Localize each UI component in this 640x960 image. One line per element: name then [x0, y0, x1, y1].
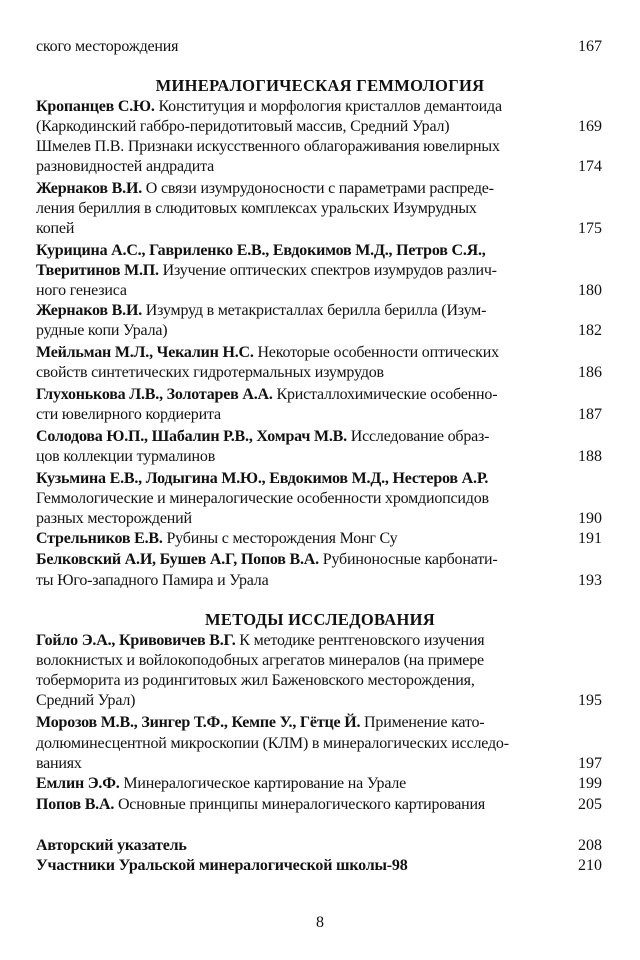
toc-entry-line	[36, 241, 486, 261]
toc-entry-line	[36, 199, 477, 219]
entry-page-number: 197	[578, 755, 602, 772]
entry-title-text: ты Юго-западного Памира и Урала	[36, 572, 269, 589]
toc-entry-line	[36, 651, 484, 671]
toc-entry-line	[36, 179, 494, 199]
entry-page-number: 190	[578, 510, 602, 527]
entry-title-text: тоберморита из родингитовых жил Баженовского месторождения,	[36, 672, 475, 689]
author-names: Жернаков В.И.	[36, 180, 142, 197]
entry-title-text: копей	[36, 220, 75, 237]
entry-title-text: Некоторые особенности оптических	[253, 344, 499, 361]
entry-title-text: разновидностей андрадита	[36, 158, 215, 175]
toc-entry-line	[36, 37, 178, 57]
entry-title-text: Конституция и морфология кристаллов демантоида	[154, 98, 502, 115]
entry-title-text: сти ювелирного кордиерита	[36, 406, 221, 423]
author-names: Попов В.А.	[36, 796, 115, 813]
author-names: Кузьмина Е.В., Лодыгина М.Ю., Евдокимов М.Д., Нестеров А.Р.	[36, 470, 489, 487]
entry-title-text: Шмелев П.В. Признаки искусственного облагораживания ювелирных	[36, 138, 500, 155]
toc-entry-line	[36, 774, 406, 794]
entry-title-text: К методике рентгеновского изучения	[235, 632, 485, 649]
toc-entry-line	[36, 713, 484, 733]
entry-title-text: цов коллекции турмалинов	[36, 448, 216, 465]
author-names: Кропанцев С.Ю.	[36, 98, 155, 115]
author-names: Участники Уральской минералогической школы-98	[36, 857, 408, 874]
toc-entry-line	[36, 856, 408, 876]
toc-entry-line	[36, 469, 488, 489]
toc-entry-line	[36, 447, 215, 467]
author-names: Солодова Ю.П., Шабалин Р.В., Хомрач М.В.	[36, 428, 347, 445]
entry-title-text: Кристаллохимические особенно-	[272, 386, 498, 403]
toc-entry-line	[36, 157, 214, 177]
toc-entry-line	[36, 321, 167, 341]
author-names: Авторский указатель	[36, 837, 187, 854]
toc-entry-line	[36, 734, 509, 754]
toc-entry-line	[36, 97, 502, 117]
entry-page-number: 195	[578, 692, 602, 709]
toc-entry-line	[36, 219, 74, 239]
entry-page-number: 186	[578, 364, 602, 381]
entry-title-text: разных месторождений	[36, 510, 192, 527]
entry-title-text: рудные копи Урала)	[36, 322, 168, 339]
entry-title-text: волокнистых и войлокоподобных агрегатов минералов (на примере	[36, 652, 484, 669]
toc-entry-line	[36, 631, 484, 651]
page-number: 8	[316, 914, 324, 931]
entry-page-number: 191	[578, 530, 602, 547]
author-names: Жернаков В.И.	[36, 302, 142, 319]
toc-entry-line	[36, 261, 497, 281]
toc-entry-line	[36, 836, 187, 856]
toc-entry-line	[36, 301, 486, 321]
toc-entry-line	[36, 754, 82, 774]
section-heading: МЕТОДЫ ИССЛЕДОВАНИЯ	[205, 610, 435, 629]
entry-title-text: долюминесцентной микроскопии (КЛМ) в минералогических исследо-	[36, 735, 509, 752]
entry-title-text: Исследование образ-	[346, 428, 490, 445]
toc-entry-line	[36, 571, 268, 591]
author-names: Тверитинов М.П.	[36, 262, 159, 279]
toc-entry-line	[36, 427, 489, 447]
toc-entry-line	[36, 343, 499, 363]
entry-title-text: ного генезиса	[36, 282, 127, 299]
entry-title-text: Изумруд в метакристаллах берилла берилла (Изум-	[142, 302, 487, 319]
toc-entry-line	[36, 405, 221, 425]
author-names: Глухонькова Л.В., Золотарев А.А.	[36, 386, 273, 403]
author-names: Морозов М.В., Зингер Т.Ф., Кемпе У., Гётце Й.	[36, 714, 361, 731]
entry-title-text: ваниях	[36, 755, 82, 772]
entry-page-number: 193	[578, 572, 602, 589]
toc-entry-line	[36, 529, 397, 549]
entry-title-text: Средний Урал)	[36, 692, 136, 709]
author-names: Курицина А.С., Гавриленко Е.В., Евдокимов М.Д., Петров С.Я.,	[36, 242, 486, 259]
toc-entry-line	[36, 363, 384, 383]
entry-page-number: 208	[578, 837, 602, 854]
entry-page-number: 199	[578, 775, 602, 792]
author-names: Стрельников Е.В.	[36, 530, 163, 547]
entry-page-number: 180	[578, 282, 602, 299]
author-names: Мейльман М.Л., Чекалин Н.С.	[36, 344, 254, 361]
entry-title-text: ления бериллия в слюдитовых комплексах уральских Изумрудных	[36, 200, 477, 217]
toc-entry-line	[36, 691, 135, 711]
toc-entry-line	[36, 281, 127, 301]
toc-entry-line	[36, 385, 497, 405]
toc-entry-line	[36, 509, 192, 529]
entry-page-number: 188	[578, 448, 602, 465]
entry-title-text: Рубиноносные карбонати-	[318, 551, 498, 568]
entry-page-number: 205	[578, 796, 602, 813]
section-heading: МИНЕРАЛОГИЧЕСКАЯ ГЕММОЛОГИЯ	[155, 76, 485, 95]
entry-page-number: 182	[578, 322, 602, 339]
entry-title-text: свойств синтетических гидротермальных изумрудов	[36, 364, 384, 381]
entry-title-text: Применение като-	[360, 714, 485, 731]
entry-title-text: Изучение оптических спектров изумрудов различ-	[158, 262, 497, 279]
author-names: Белковский А.И, Бушев А.Г, Попов В.А.	[36, 551, 319, 568]
toc-entry-line	[36, 137, 500, 157]
entry-page-number: 169	[578, 118, 602, 135]
entry-title-text: О связи изумрудоносности с параметрами распреде-	[142, 180, 494, 197]
entry-page-number: 174	[578, 158, 602, 175]
author-names: Емлин Э.Ф.	[36, 775, 120, 792]
toc-entry-line	[36, 795, 485, 815]
toc-entry-line	[36, 489, 489, 509]
entry-title-text: ского месторождения	[36, 38, 179, 55]
entry-page-number: 210	[578, 857, 602, 874]
entry-title-text: Основные принципы минералогического картирования	[114, 796, 486, 813]
entry-page-number: 167	[578, 38, 602, 55]
toc-entry-line	[36, 117, 449, 137]
entry-title-text: Геммологические и минералогические особенности хромдиопсидов	[36, 490, 489, 507]
toc-entry-line	[36, 550, 498, 570]
entry-title-text: (Каркодинский габбро-перидотитовый массив, Средний Урал)	[36, 118, 450, 135]
entry-title-text: Минералогическое картирование на Урале	[119, 775, 407, 792]
entry-title-text: Рубины с месторождения Монг Су	[162, 530, 398, 547]
entry-page-number: 175	[578, 220, 602, 237]
entry-page-number: 187	[578, 406, 602, 423]
author-names: Гойло Э.А., Кривовичев В.Г.	[36, 632, 236, 649]
toc-entry-line	[36, 671, 475, 691]
